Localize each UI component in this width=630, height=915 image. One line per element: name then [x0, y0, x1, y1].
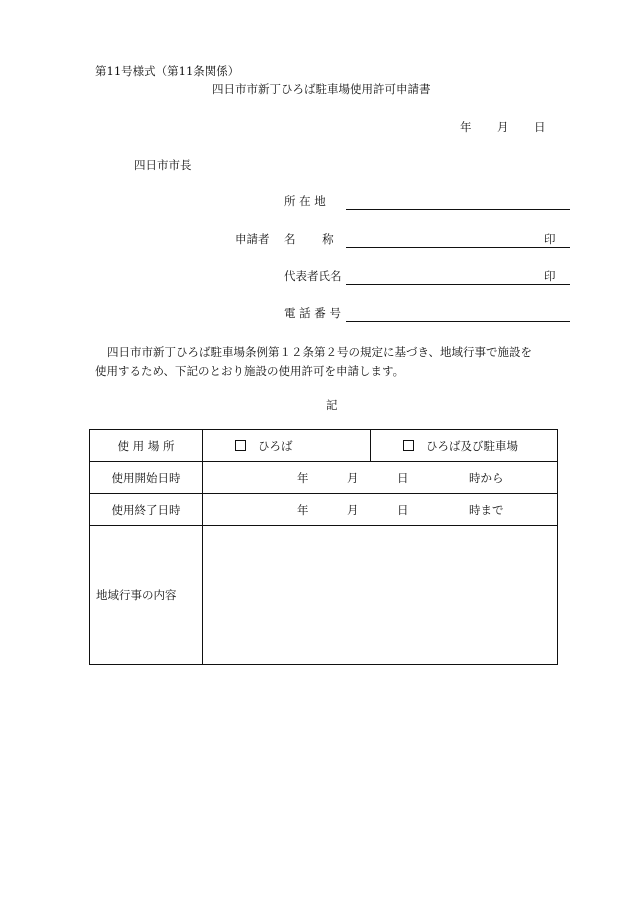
phone-field[interactable] [346, 321, 570, 322]
representative-seal-mark: 印 [544, 269, 556, 283]
option-hiroba-parking-label: ひろば及び駐車場 [426, 438, 518, 453]
end-time-suffix: 時まで [469, 502, 504, 517]
place-label: 使 用 場 所 [90, 430, 203, 462]
end-month: 月 [347, 502, 359, 517]
ki-heading: 記 [326, 398, 338, 412]
start-time-suffix: 時から [469, 470, 504, 485]
end-row [90, 494, 558, 526]
address-field[interactable] [346, 209, 570, 210]
applicant-group-label: 申請者 [235, 232, 270, 246]
start-datetime-field[interactable] [203, 462, 558, 494]
end-day: 日 [397, 502, 409, 517]
checkbox-hiroba[interactable] [235, 440, 246, 451]
option-hiroba-parking-cell[interactable] [371, 430, 558, 462]
event-row [90, 526, 558, 665]
form-number: 第11号様式（第11条関係） [95, 64, 240, 78]
option-hiroba-label: ひろば [258, 438, 293, 453]
name-seal-mark: 印 [544, 232, 556, 246]
document-title: 四日市市新丁ひろば駐車場使用許可申請書 [212, 82, 431, 96]
end-label: 使用終了日時 [90, 494, 203, 526]
option-hiroba-cell[interactable] [203, 430, 371, 462]
date-year-label: 年 [460, 120, 472, 134]
name-label: 名 称 [284, 232, 334, 246]
representative-label: 代表者氏名 [284, 269, 342, 283]
end-datetime-field[interactable] [203, 494, 558, 526]
application-table [89, 429, 558, 665]
event-content-field[interactable] [203, 526, 558, 665]
start-day: 日 [397, 470, 409, 485]
body-text-line1: 四日市市新丁ひろば駐車場条例第１２条第２号の規定に基づき、地域行事で施設を [107, 345, 533, 359]
start-label: 使用開始日時 [90, 462, 203, 494]
checkbox-hiroba-parking[interactable] [403, 440, 414, 451]
date-month-label: 月 [497, 120, 509, 134]
start-year: 年 [297, 470, 309, 485]
start-row [90, 462, 558, 494]
start-month: 月 [347, 470, 359, 485]
name-field[interactable] [346, 247, 570, 248]
date-day-label: 日 [534, 120, 546, 134]
representative-field[interactable] [346, 284, 570, 285]
end-year: 年 [297, 502, 309, 517]
place-row [90, 430, 558, 462]
phone-label: 電 話 番 号 [284, 306, 341, 320]
body-text-line2: 使用するため、下記のとおり施設の使用許可を申請します。 [95, 364, 405, 378]
address-label: 所 在 地 [284, 194, 326, 208]
event-label: 地域行事の内容 [90, 526, 203, 665]
addressee: 四日市市長 [134, 158, 192, 172]
